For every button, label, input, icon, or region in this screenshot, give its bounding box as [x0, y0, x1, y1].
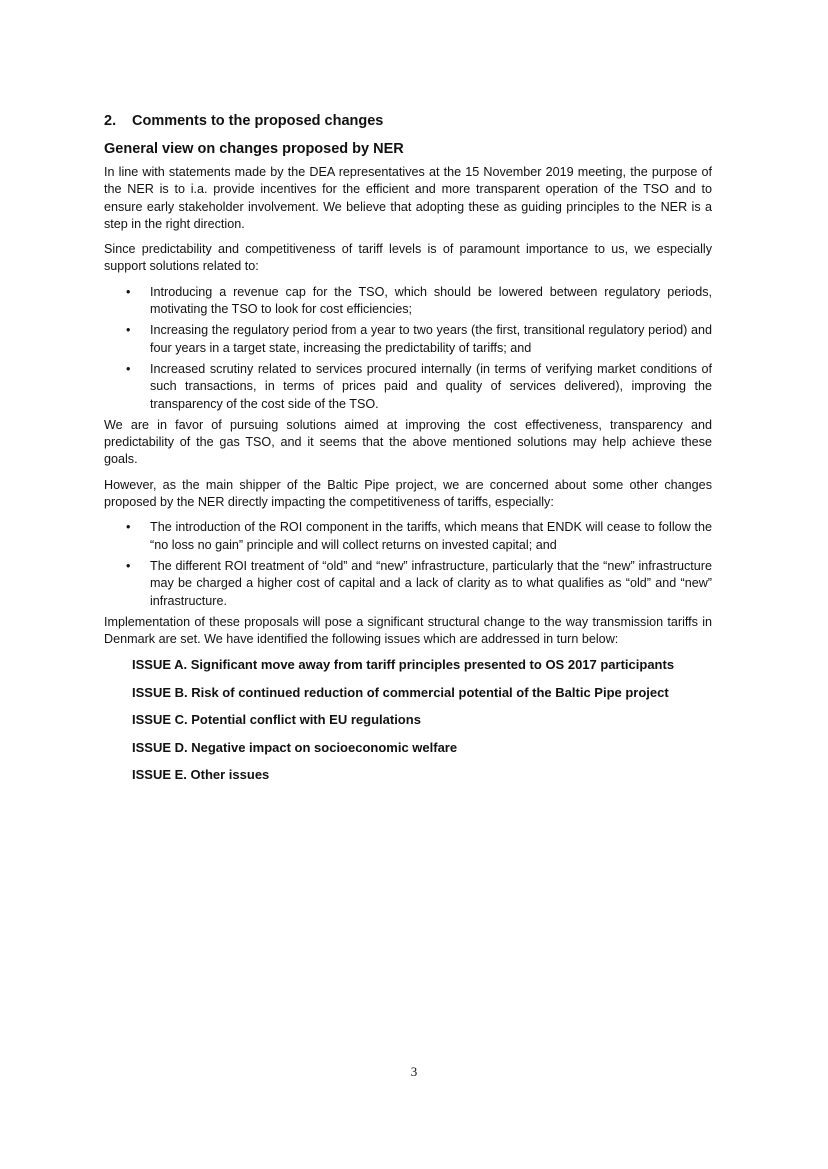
section-title: Comments to the proposed changes: [132, 113, 384, 129]
bullet-icon: •: [126, 361, 131, 376]
list-item: • Increased scrutiny related to services procured internally (in terms of verifying market conditions of such transactions, in terms of prices paid and quality of services delivered), improving the transparency of the cost side of the TSO.: [126, 361, 712, 411]
paragraph-concern: However, as the main shipper of the Baltic Pipe project, we are concerned about some other changes proposed by the NER directly impacting the competitiveness of tariffs, especially:: [104, 477, 712, 510]
list-item: • The introduction of the ROI component in the tariffs, which means that ENDK will cease to follow the “no loss no gain” principle and will collect returns on invested capital; and: [126, 520, 712, 552]
issue-e: ISSUE E. Other issues: [132, 767, 270, 783]
bullet-icon: •: [126, 284, 131, 299]
list-item: • Increasing the regulatory period from a year to two years (the first, transitional regulatory period) and four years in a target state, increasing the predictability of tariffs; and: [126, 323, 712, 355]
paragraph-intro: In line with statements made by the DEA representatives at the 15 November 2019 meeting, the purpose of the NER is to i.a. provide incentives for the efficient and more transparent operation of the TSO and to ensure early stakeholder involvement. We believe that adopting these as guiding principles to the NER is a step in the right direction.: [104, 165, 712, 231]
document-page: [104, 110, 712, 794]
support-list: [104, 284, 712, 413]
page-number: 3: [410, 1064, 418, 1079]
section-heading: [104, 110, 712, 132]
issue-d: ISSUE D. Negative impact on socioeconomic welfare: [132, 739, 458, 755]
paragraph-favor: We are in favor of pursuing solutions aimed at improving the cost effectiveness, transparency and predictability of the gas TSO, and it seems that the above mentioned solutions may help achieve these goals.: [104, 417, 712, 467]
bullet-icon: •: [126, 520, 131, 535]
bullet-icon: •: [126, 558, 131, 573]
concern-list: [104, 519, 712, 609]
list-item: • The different ROI treatment of “old” and “new” infrastructure, particularly that the “new” infrastructure may be charged a higher cost of capital and a lack of clarity as to what qualifies as “old” and “new” infrastructure.: [126, 558, 712, 608]
issue-c: ISSUE C. Potential conflict with EU regulations: [132, 712, 421, 728]
section-number: 2.: [104, 113, 117, 129]
paragraph-implementation: Implementation of these proposals will pose a significant structural change to the way transmission tariffs in Denmark are set. We have identified the following issues which are addressed in turn below:: [104, 614, 712, 647]
list-item: • Introducing a revenue cap for the TSO, which should be lowered between regulatory periods, motivating the TSO to look for cost efficiencies;: [126, 284, 712, 317]
issue-b: ISSUE B. Risk of continued reduction of commercial potential of the Baltic Pipe project: [132, 684, 669, 700]
bullet-icon: •: [126, 323, 131, 338]
issues-list: [132, 656, 712, 784]
issue-a: ISSUE A. Significant move away from tariff principles presented to OS 2017 participants: [132, 657, 675, 673]
paragraph-support: Since predictability and competitiveness of tariff levels is of paramount importance to us, we especially support solutions related to:: [104, 242, 712, 274]
subheading: General view on changes proposed by NER: [104, 141, 404, 157]
